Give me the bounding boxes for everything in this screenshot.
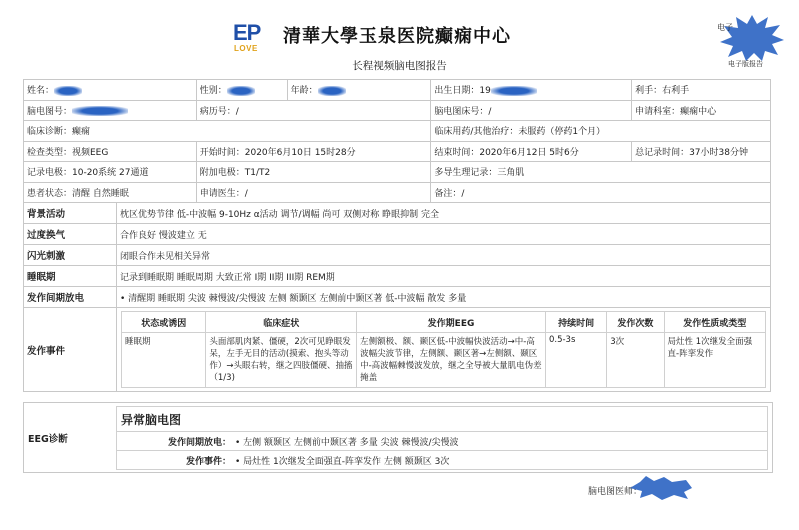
- sleep-row: [24, 266, 771, 287]
- symptom-cell: 头面部肌肉紧、僵硬，2次可见睁眼发呆，左手无目的活动(摸索、抱头等动作）→头眼右转，继之四肢僵硬、抽搐（1/3): [206, 333, 357, 388]
- interictal-label: 发作间期放电: [24, 287, 117, 308]
- patient-info-table: [23, 79, 771, 203]
- hv-label: 过度换气: [24, 224, 117, 245]
- type-header: 发作性质或类型: [664, 312, 766, 333]
- clinical-dx-cell: 临床诊断：癫痫: [24, 121, 431, 142]
- events-table: [121, 311, 766, 388]
- hv-row: [24, 224, 771, 245]
- eeg-no-label: 脑电图号：: [27, 106, 73, 117]
- case-no-cell: 病历号：/: [196, 100, 431, 121]
- info-row: [24, 100, 771, 121]
- name-label: 姓名：: [27, 86, 55, 97]
- ictal-eeg-header: 发作期EEG: [357, 312, 546, 333]
- birth-label: 出生日期：: [434, 86, 480, 97]
- info-row: [24, 80, 771, 101]
- exam-type-cell: 检查类型：视频EEG: [24, 141, 197, 162]
- type-cell: 局灶性 1次继发全面强直-阵挛发作: [664, 333, 766, 388]
- count-header: 发作次数: [607, 312, 664, 333]
- remark-cell: 备注：/: [431, 182, 771, 203]
- signature-redaction-icon: [630, 476, 692, 500]
- interictal-text: • 清醒期 睡眠期 尖波 棘慢波/尖慢波 左侧 额颞区 左侧前中颞区著 低-中波幅 散发 多量: [117, 287, 771, 308]
- name-cell: [24, 80, 197, 101]
- birth-value: 19: [479, 86, 491, 97]
- duration-cell: 0.5-3s: [545, 333, 606, 388]
- eeg-dx-label: EEG诊断: [28, 434, 68, 445]
- handedness-cell: 利手：右利手: [632, 80, 771, 101]
- dept-cell: 申请科室：癫痫中心: [632, 100, 771, 121]
- logo-ep: EP: [233, 20, 261, 45]
- background-row: [24, 203, 771, 224]
- total-time-cell: 总记录时间：37小时38分钟: [632, 141, 771, 162]
- clinical-meds-cell: 临床用药/其他治疗：未服药（停药1个月）: [431, 121, 771, 142]
- gender-label: 性别：: [199, 86, 227, 97]
- info-row: [24, 121, 771, 142]
- info-row: [24, 182, 771, 203]
- eeg-dx-inner: [116, 406, 768, 470]
- applicant-cell: 申请医生：/: [196, 182, 431, 203]
- eeg-dx-interictal-label: 发作间期放电：: [167, 438, 231, 448]
- eeg-no-cell: [24, 100, 197, 121]
- info-row: [24, 141, 771, 162]
- interictal-row: [24, 287, 771, 308]
- duration-header: 持续时间: [545, 312, 606, 333]
- hv-text: 合作良好 慢波建立 无: [117, 224, 771, 245]
- birth-cell: [431, 80, 632, 101]
- eeg-dx-events-label: 发作事件：: [185, 457, 231, 467]
- events-row: [24, 308, 771, 392]
- symptom-header: 临床症状: [206, 312, 357, 333]
- gender-cell: [196, 80, 287, 101]
- ictal-eeg-cell: 左侧额极、额、颞区低-中波幅快波活动→中-高波幅尖波节律，左侧额、颞区著→左侧额、颞区中-高波幅棘慢波发放，继之全导被大量肌电伪差掩盖: [357, 333, 546, 388]
- redaction-mark: [54, 86, 82, 96]
- report-title: 长程视频脑电图报告: [352, 60, 447, 72]
- stamp-bottom-text: 电子版报告: [728, 60, 763, 68]
- redaction-mark: [72, 106, 128, 116]
- state-cell: 睡眠期: [122, 333, 206, 388]
- count-cell: 3次: [607, 333, 664, 388]
- eeg-diagnosis-box: [23, 402, 773, 473]
- findings-table: [23, 202, 771, 392]
- state-cell: 患者状态：清醒 自然睡眠: [24, 182, 197, 203]
- events-header-row: [122, 312, 766, 333]
- extra-electrodes-cell: 附加电极：T1/T2: [196, 162, 431, 183]
- redaction-mark: [491, 86, 537, 96]
- age-cell: [287, 80, 431, 101]
- redaction-mark: [318, 86, 346, 96]
- eeg-bed-cell: 脑电图床号：/: [431, 100, 632, 121]
- events-label: 发作事件: [24, 308, 117, 392]
- state-header: 状态或诱因: [122, 312, 206, 333]
- polygraph-cell: 多导生理记录：三角肌: [431, 162, 771, 183]
- ips-row: [24, 245, 771, 266]
- redaction-mark: [227, 86, 255, 96]
- info-row: [24, 162, 771, 183]
- doctor-label: 脑电图医师：: [588, 487, 643, 497]
- end-time-cell: 结束时间：2020年6月12日 5时6分: [431, 141, 632, 162]
- background-label: 背景活动: [24, 203, 117, 224]
- background-text: 枕区优势节律 低-中波幅 9-10Hz α活动 调节/调幅 尚可 双侧对称 睁眼抑制 完全: [117, 203, 771, 224]
- sleep-text: 记录到睡眠期 睡眠周期 大致正常 I期 II期 III期 REM期: [117, 266, 771, 287]
- eeg-dx-interictal-text: • 左侧 额颞区 左侧前中颞区著 多量 尖波 棘慢波/尖慢波: [235, 438, 459, 448]
- age-label: 年龄：: [290, 86, 318, 97]
- logo-love: LOVE: [234, 44, 258, 53]
- stamp-top-text: 电子: [717, 23, 733, 32]
- hospital-name: 清華大學玉泉医院癫痫中心: [283, 26, 511, 47]
- events-cell: [117, 308, 771, 392]
- eeg-dx-events-text: • 局灶性 1次继发全面强直-阵挛发作 左侧 额颞区 3次: [235, 457, 450, 467]
- events-data-row: [122, 333, 766, 388]
- start-time-cell: 开始时间：2020年6月10日 15时28分: [196, 141, 431, 162]
- divider: [117, 431, 767, 432]
- divider: [117, 450, 767, 451]
- ips-label: 闪光刺激: [24, 245, 117, 266]
- eeg-dx-title: 异常脑电图: [121, 413, 182, 427]
- sleep-label: 睡眠期: [24, 266, 117, 287]
- electrodes-cell: 记录电极：10-20系统 27通道: [24, 162, 197, 183]
- ips-text: 闭眼合作未见相关异常: [117, 245, 771, 266]
